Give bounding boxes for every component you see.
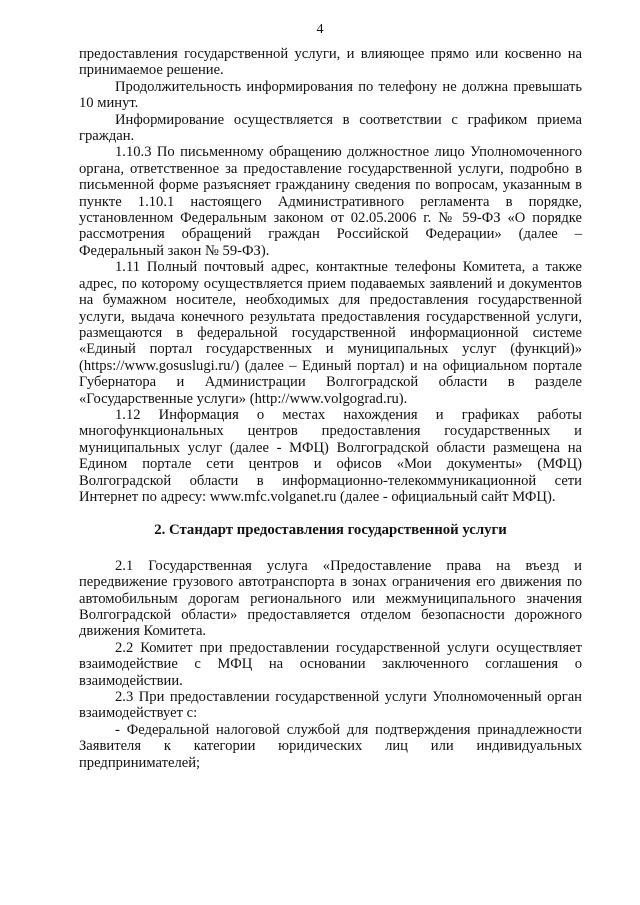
paragraphs-before-heading (79, 46, 582, 505)
paragraph: 1.11 Полный почтовый адрес, контактные телефоны Комитета, а также адрес, по которому осуществляется прием подаваемых заявлений и документов на бумажном носителе, необходимых для предоставления государственной услуги, выдача конечного результата предоставления государственной услуги, размещаются в федеральной государственной информационной системе «Единый портал государственных и муниципальных услуг (функций)» (https://www.gosuslugi.ru/) (далее – Единый портал) и на официальном портале Губернатора и Администрации Волгоградской области в разделе «Государственные услуги» (http://www.volgograd.ru). (79, 259, 582, 407)
paragraph: 2.1 Государственная услуга «Предоставление права на въезд и передвижение грузового автотранспорта в зонах ограничения его движения по автомобильным дорогам регионального или межмуниципального значения Волгоградской области» предоставляется отделом безопасности дорожного движения Комитета. (79, 557, 582, 640)
paragraph: 2.2 Комитет при предоставлении государственной услуги осуществляет взаимодействие с МФЦ на основании заключенного соглашения о взаимодействии. (79, 639, 582, 689)
page-number: 4 (316, 22, 324, 37)
paragraph: предоставления государственной услуги, и влияющее прямо или косвенно на принимаемое решение. (79, 46, 582, 79)
document-body (79, 46, 582, 771)
paragraph: Информирование осуществляется в соответствии с графиком приема граждан. (79, 111, 582, 145)
paragraph: Продолжительность информирования по телефону не должна превышать 10 минут. (79, 78, 582, 112)
paragraph: 2.3 При предоставлении государственной услуги Уполномоченный орган взаимодействует с: (79, 689, 582, 722)
paragraph: - Федеральной налоговой службой для подтверждения принадлежности Заявителя к категории юридических лиц или индивидуальных предпринимателей; (79, 721, 582, 771)
paragraph: 1.10.3 По письменному обращению должностное лицо Уполномоченного органа, ответственное за предоставление государственной услуги, подробно в письменной форме разъясняет гражданину сведения по вопросам, указанным в пункте 1.10.1 настоящего Административного регламента в порядке, установленном Федеральным законом от 02.05.2006 г. № 59-ФЗ «О порядке рассмотрения обращений граждан Российской Федерации» (далее – Федеральный закон № 59-ФЗ). (79, 144, 582, 259)
section-heading: 2. Стандарт предоставления государственной услуги (154, 522, 507, 539)
paragraphs-after-heading (79, 558, 582, 771)
paragraph: 1.12 Информация о местах нахождения и графиках работы многофункциональных центров предоставления государственных и муниципальных услуг (далее - МФЦ) Волгоградской области размещена на Едином портале сети центров и офисов «Мои документы» (МФЦ) Волгоградской области в информационно-телекоммуникационной сети Интернет по адресу: www.mfc.volganet.ru (далее - официальный сайт МФЦ). (79, 406, 582, 505)
